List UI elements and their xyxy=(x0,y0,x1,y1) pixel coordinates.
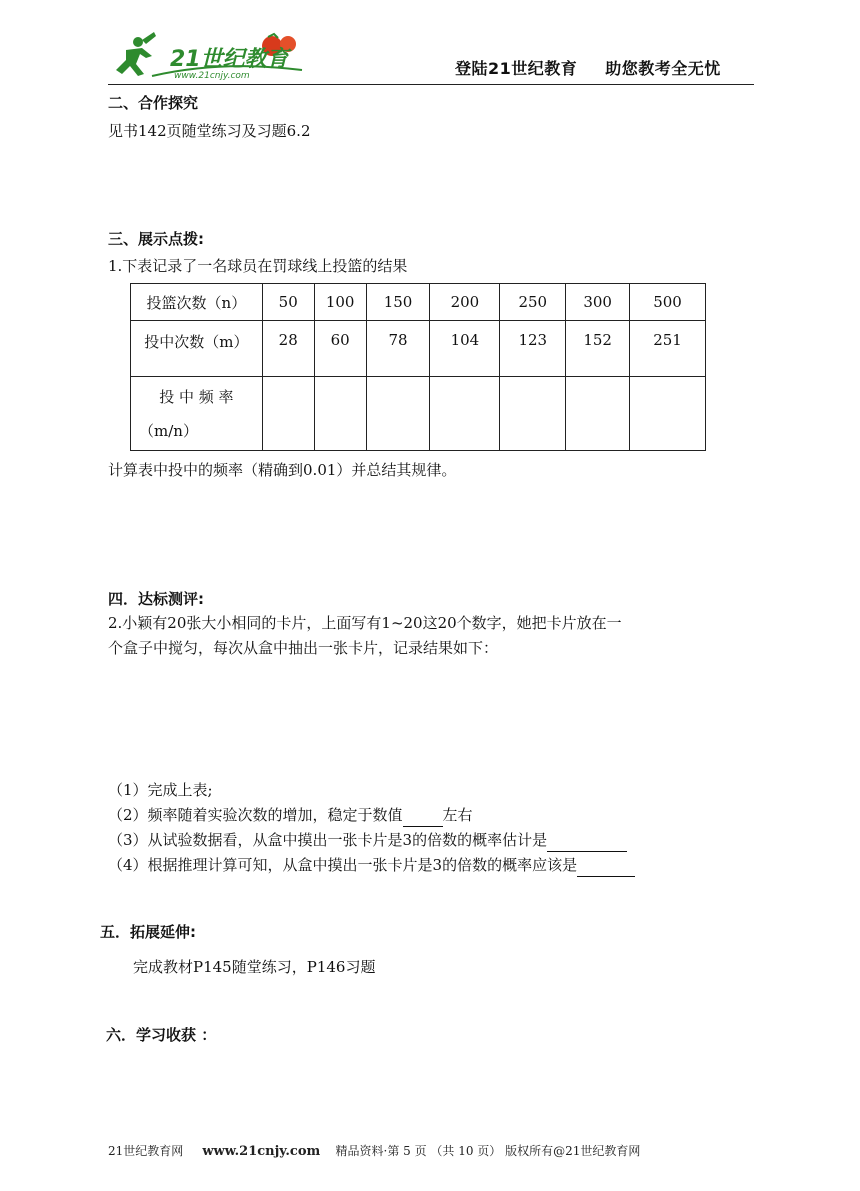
table-cell: 200 xyxy=(430,284,500,321)
footer-url[interactable]: www.21cnjy.com xyxy=(202,1144,321,1159)
section5-title: 五．拓展延伸: xyxy=(100,923,196,941)
table-row xyxy=(131,377,706,451)
section5-text: 完成教材P145随堂练习，P146习题 xyxy=(133,958,376,976)
answer-blank[interactable] xyxy=(547,835,627,852)
table-cell: 60 xyxy=(314,321,366,377)
table-cell: 300 xyxy=(566,284,630,321)
question2-line1: 2.小颖有20张大小相同的卡片，上面写有1~20这20个数字，她把卡片放在一 xyxy=(108,614,622,632)
table-cell-empty[interactable] xyxy=(366,377,430,451)
subquestion-3 xyxy=(108,828,627,852)
answer-blank[interactable] xyxy=(577,860,635,877)
table-cell-empty[interactable] xyxy=(314,377,366,451)
header-divider xyxy=(108,84,754,85)
subquestion-1: （1）完成上表; xyxy=(108,781,213,799)
table-instruction: 计算表中投中的频率（精确到0.01）并总结其规律。 xyxy=(108,461,457,479)
logo-url-text: www.21cnjy.com xyxy=(174,71,250,81)
question1-text: 1.下表记录了一名球员在罚球线上投篮的结果 xyxy=(108,257,408,275)
page-footer xyxy=(108,1142,640,1159)
table-row-label xyxy=(131,377,263,451)
table-cell: 251 xyxy=(630,321,706,377)
question2-line2: 个盒子中搅匀，每次从盒中抽出一张卡片，记录结果如下： xyxy=(108,639,499,657)
section4-title: 四．达标测评: xyxy=(108,590,204,608)
answer-blank[interactable] xyxy=(403,810,443,827)
subquestion-4 xyxy=(108,853,635,877)
table-cell: 100 xyxy=(314,284,366,321)
table-cell: 500 xyxy=(630,284,706,321)
table-cell-empty[interactable] xyxy=(430,377,500,451)
table-cell-empty[interactable] xyxy=(262,377,314,451)
table-cell: 152 xyxy=(566,321,630,377)
table-row xyxy=(131,284,706,321)
table-cell: 78 xyxy=(366,321,430,377)
logo-text: 21世纪教育 xyxy=(170,47,289,72)
table-cell: 104 xyxy=(430,321,500,377)
header-slogan xyxy=(455,56,721,79)
logo-graphic xyxy=(112,30,312,82)
subquestion-2-suffix: 左右 xyxy=(442,806,473,824)
table-row xyxy=(131,321,706,377)
footer-site: 21世纪教育网 xyxy=(108,1144,184,1158)
section3-title: 三、展示点拨: xyxy=(108,230,204,248)
table-cell-empty[interactable] xyxy=(566,377,630,451)
subquestion-3-text: （3）从试验数据看，从盒中摸出一张卡片是3的倍数的概率估计是 xyxy=(108,831,548,849)
table-cell: 150 xyxy=(366,284,430,321)
table-cell: 250 xyxy=(500,284,566,321)
table-row-label: 投篮次数（n） xyxy=(131,284,263,321)
section2-text: 见书142页随堂练习及习题6.2 xyxy=(108,122,311,140)
table-cell-empty[interactable] xyxy=(500,377,566,451)
section2-title: 二、合作探究 xyxy=(108,94,199,112)
frequency-label-line2: （m/n） xyxy=(139,421,198,440)
table-cell: 28 xyxy=(262,321,314,377)
slogan-right: 助您教考全无忧 xyxy=(605,59,721,78)
subquestion-4-text: （4）根据推理计算可知，从盒中摸出一张卡片是3的倍数的概率应该是 xyxy=(108,856,578,874)
section6-title: 六．学习收获 ： xyxy=(106,1026,217,1044)
frequency-label-line1: 投 中 频 率 xyxy=(159,387,234,406)
site-logo xyxy=(112,30,312,82)
shooting-table xyxy=(130,283,706,451)
table-cell: 123 xyxy=(500,321,566,377)
table-cell-empty[interactable] xyxy=(630,377,706,451)
table-cell: 50 xyxy=(262,284,314,321)
table-row-label: 投中次数（m） xyxy=(131,321,263,377)
subquestion-2 xyxy=(108,803,473,827)
slogan-left: 登陆21世纪教育 xyxy=(455,59,578,78)
footer-label: 精品资料·第 5 页 （共 10 页） 版权所有@21世纪教育网 xyxy=(335,1144,641,1158)
subquestion-2-text: （2）频率随着实验次数的增加，稳定于数值 xyxy=(108,806,403,824)
